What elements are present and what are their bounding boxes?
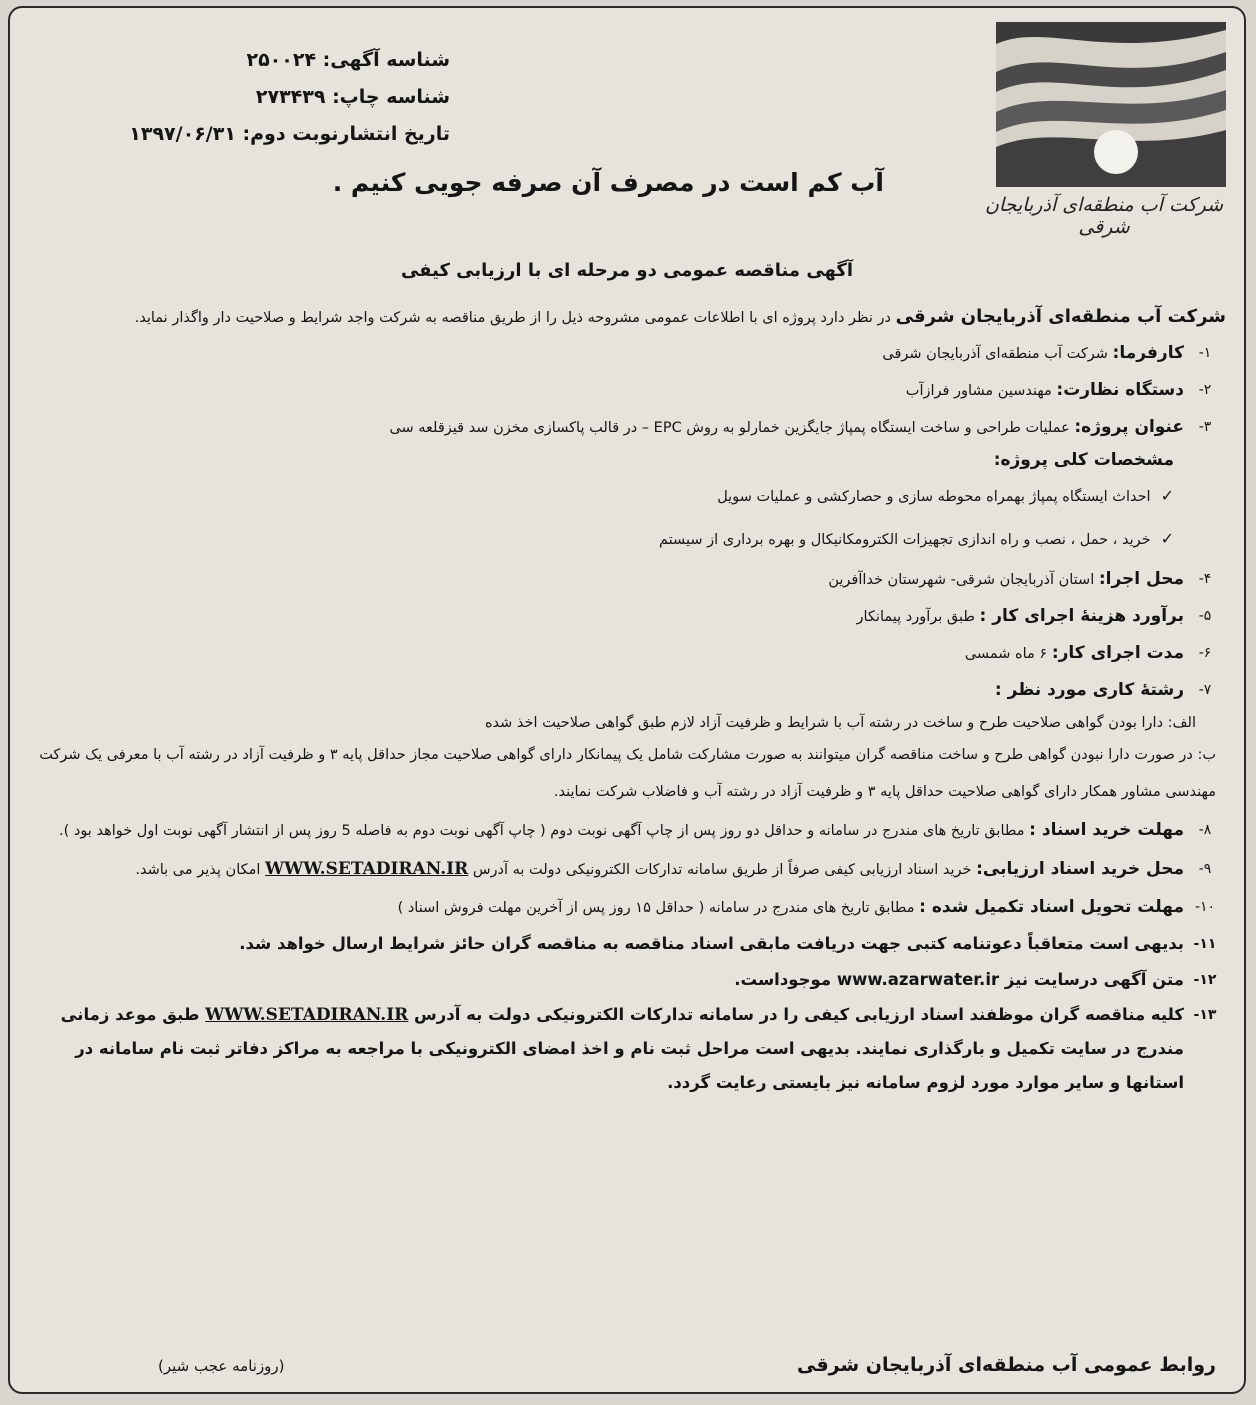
item-5 <box>28 598 1226 635</box>
item-13 <box>28 998 1226 1100</box>
item-label: محل خرید اسناد ارزیابی: <box>976 859 1184 879</box>
item-11 <box>28 926 1226 962</box>
item-text-b: طبق موعد زمانی مندرج در سایت تکمیل و بارگذاری نمایند. بدیهی است مراحل ثبت نام و اخذ امضای الکترونیکی با مراجعه به مراکز دفاتر ثبت نام سامانه در استانها و سایر موارد مورد لزوم سامانه نیز بایستی رعایت گردد. <box>60 1005 1184 1092</box>
item-label: مدت اجرای کار: <box>1051 643 1184 663</box>
item-4 <box>28 561 1226 598</box>
footer <box>38 1354 1216 1376</box>
intro <box>28 300 1226 335</box>
item-value: مهندسین مشاور فرازآب <box>905 383 1057 399</box>
item-label: مهلت خرید اسناد : <box>1029 820 1184 840</box>
item-value: شرکت آب منطقه‌ای آذربایجان شرقی <box>882 346 1113 362</box>
slogan: آب کم است در مصرف آن صرفه جویی کنیم . <box>332 168 884 197</box>
field-be: ب: در صورت دارا نبودن گواهی طرح و ساخت مناقصه گران میتوانند به صورت مشارکت شامل یک پیمانکار دارای گواهی صلاحیت مجاز حداقل پایه ۳ و ظرفیت آزاد در رشته آب با معرفی یک شرکت مهندسی مشاور همکار دارای گواهی صلاحیت حداقل پایه ۳ و ظرفیت آزاد در رشته آب و فاضلاب شرکت نمایند. <box>39 747 1216 800</box>
item-1 <box>28 335 1226 372</box>
item-value: طبق برآورد پیمانکار <box>856 609 980 625</box>
company-logo <box>996 22 1226 187</box>
item-value: خرید اسناد ارزیابی کیفی صرفاً از طریق سامانه تدارکات الکترونیکی دولت به آدرس <box>472 862 977 878</box>
item-10 <box>28 889 1226 926</box>
notice-ids <box>50 42 450 153</box>
print-id: شناسه چاپ: ۲۷۳۴۳۹ <box>255 86 450 108</box>
item-9 <box>28 850 1226 889</box>
item-8 <box>28 811 1226 850</box>
specs-title <box>28 446 1226 475</box>
item-label: عنوان پروژه: <box>1074 417 1184 437</box>
headline: آگهی مناقصه عمومی دو مرحله ای با ارزیابی کیفی <box>400 260 854 281</box>
item-number: ۱- <box>1198 345 1212 361</box>
setadiran-link[interactable]: WWW.SETADIRAN.IR <box>265 859 469 879</box>
footer-pr: روابط عمومی آب منطقه‌ای آذربایجان شرقی <box>796 1354 1216 1376</box>
item-text: متن آگهی درسایت نیز www.azarwater.ir موجوداست. <box>734 970 1184 989</box>
logo-waves-icon <box>996 22 1226 187</box>
spec-text: احداث ایستگاه پمپاژ بهمراه محوطه سازی و حصارکشی و عملیات سویل <box>717 489 1151 505</box>
item-number: ۱۳- <box>1193 1007 1217 1023</box>
item-number: ۱۰- <box>1194 899 1216 915</box>
item-text: بدیهی است متعاقباً دعوتنامه کتبی جهت دریافت مابقی اسناد مناقصه به مناقصه گران حائز شرایط ارسال خواهد شد. <box>239 934 1184 953</box>
item-7 <box>28 672 1226 709</box>
item-label: برآورد هزینهٔ اجرای کار : <box>979 606 1184 626</box>
item-label: دستگاه نظارت: <box>1056 380 1184 400</box>
item-2 <box>28 372 1226 409</box>
item-number: ۵- <box>1198 608 1212 624</box>
item-label: مهلت تحویل اسناد تکمیل شده : <box>919 897 1184 917</box>
item-label: رشتهٔ کاری مورد نظر : <box>994 680 1184 700</box>
specs-title-text: مشخصات کلی پروژه: <box>993 450 1174 470</box>
item-value: استان آذربایجان شرقی- شهرستان خداآفرین <box>828 572 1099 588</box>
item-number: ۷- <box>1198 682 1212 698</box>
logo-caption: شرکت آب منطقه‌ای آذربایجان شرقی <box>984 194 1224 238</box>
field-alef: الف: دارا بودن گواهی صلاحیت طرح و ساخت در رشته آب با شرایط و ظرفیت آزاد لازم طبق گواهی صلاحیت اخذ شده <box>484 715 1196 731</box>
item-number: ۶- <box>1198 645 1212 661</box>
spec-item <box>28 475 1226 518</box>
item-number: ۳- <box>1198 419 1212 435</box>
item-number: ۱۱- <box>1193 936 1217 952</box>
intro-text: در نظر دارد پروژه ای با اطلاعات عمومی مشروحه ذیل را از طریق مناقصه به شرکت واجد شرایط و صلاحیت دار واگذار نماید. <box>134 310 896 326</box>
item-number: ۹- <box>1198 861 1212 877</box>
checkmark-icon: ✓ <box>1160 486 1174 505</box>
notice-body <box>28 300 1226 1100</box>
publish-date: تاریخ انتشارنوبت دوم: ۱۳۹۷/۰۶/۳۱ <box>129 123 450 145</box>
intro-company: شرکت آب منطقه‌ای آذربایجان شرقی <box>895 306 1226 327</box>
ad-id: شناسه آگهی: ۲۵۰۰۲۴ <box>246 49 450 71</box>
setadiran-link-2[interactable]: WWW.SETADIRAN.IR <box>205 1005 409 1025</box>
item-value: مطابق تاریخ های مندرج در سامانه ( حداقل ۱۵ روز پس از آخرین مهلت فروش اسناد ) <box>397 900 920 916</box>
footer-source: (روزنامه عجب شیر) <box>158 1357 285 1375</box>
item-6 <box>28 635 1226 672</box>
checkmark-icon: ✓ <box>1160 529 1174 548</box>
item-label: محل اجرا: <box>1098 569 1184 589</box>
item-label: کارفرما: <box>1112 343 1184 363</box>
spec-item <box>28 518 1226 561</box>
item-3 <box>28 409 1226 446</box>
item-number: ۴- <box>1198 571 1212 587</box>
notice-frame <box>8 6 1246 1394</box>
item-number: ۲- <box>1198 382 1212 398</box>
spec-text: خرید ، حمل ، نصب و راه اندازی تجهیزات الکترومکانیکال و بهره برداری از سیستم <box>658 532 1151 548</box>
item-number: ۱۲- <box>1193 972 1217 988</box>
item-text: کلیه مناقصه گران موظفند اسناد ارزیابی کیفی را در سامانه تدارکات الکترونیکی دولت به آدرس <box>408 1005 1184 1024</box>
item-value: ۶ ماه شمسی <box>964 646 1052 662</box>
item-12 <box>28 962 1226 998</box>
item-value: عملیات طراحی و ساخت ایستگاه پمپاژ جایگزین خمارلو به روش EPC – در قالب پاکسازی مخزن سد قیزقلعه سی <box>389 420 1075 436</box>
item-number: ۸- <box>1198 822 1212 838</box>
item-value: مطابق تاریخ های مندرج در سامانه و حداقل دو روز پس از چاپ آگهی نوبت دوم ( چاپ آگهی نوبت دوم به فاصله 5 روز پس از انتشار آگهی نوبت اول خواهد بود ). <box>58 823 1030 839</box>
item-value-after: امکان پذیر می باشد. <box>135 862 266 878</box>
